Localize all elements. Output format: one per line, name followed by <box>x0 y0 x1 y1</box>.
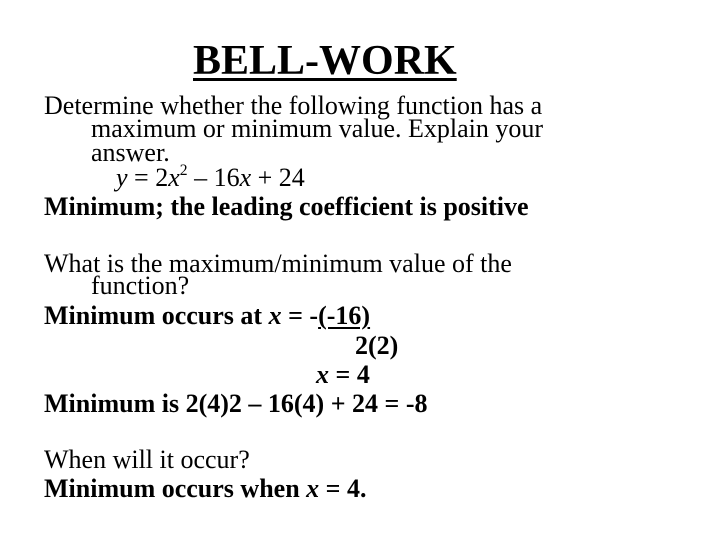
eq-part: – 16 <box>187 163 240 192</box>
question-2-line-1: What is the maximum/minimum value of the <box>44 249 512 278</box>
answer-3 <box>44 476 367 502</box>
question-1-line-3: answer. <box>91 138 170 167</box>
text: Minimum occurs at <box>44 301 269 330</box>
eq-var-x: x <box>239 163 252 192</box>
minimum-occurs-line <box>44 303 370 329</box>
eq-exponent: 2 <box>179 162 188 180</box>
question-1-line-1: Determine whether the following function has a <box>44 91 543 120</box>
eq-part: = 2 <box>127 163 169 192</box>
x-equals-line <box>316 362 370 388</box>
eq-part: + 24 <box>251 163 305 192</box>
eq-var-y: y <box>116 163 128 192</box>
var-x: x <box>316 360 329 389</box>
text: Minimum occurs when <box>44 474 307 503</box>
question-3: When will it occur? <box>44 445 250 474</box>
var-x: x <box>268 301 282 330</box>
minimum-value-line: Minimum is 2(4)2 – 16(4) + 24 = -8 <box>44 389 428 418</box>
text: = 4. <box>319 474 367 503</box>
text: = 4 <box>329 360 370 389</box>
eq-var-x: x <box>168 163 180 192</box>
answer-1: Minimum; the leading coefficient is positive <box>44 192 529 221</box>
slide-title: BELL-WORK <box>193 38 457 84</box>
text: = - <box>281 301 319 330</box>
question-2-line-2: function? <box>91 271 190 300</box>
fraction-numerator: (-16) <box>318 301 371 330</box>
fraction-denominator: 2(2) <box>355 331 399 360</box>
question-1-line-2: maximum or minimum value. Explain your <box>91 114 544 143</box>
quadratic-equation <box>116 162 305 192</box>
var-x: x <box>306 474 320 503</box>
